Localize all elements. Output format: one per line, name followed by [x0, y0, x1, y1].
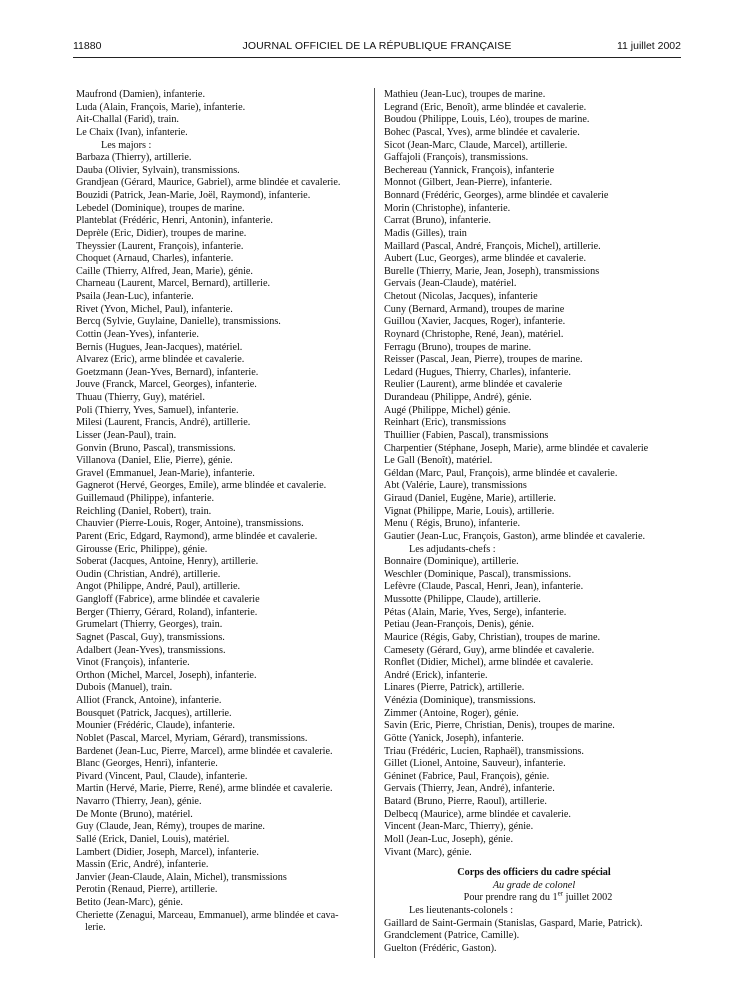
list-entry: Barbaza (Thierry), artillerie. — [76, 152, 192, 164]
list-entry: Le Gall (Benoît), matériel. — [384, 455, 493, 467]
list-entry: Sagnet (Pascal, Guy), transmissions. — [76, 631, 225, 643]
column-separator — [374, 88, 375, 958]
list-entry: Triau (Frédéric, Lucien, Raphaël), transmissions. — [384, 745, 584, 757]
list-entry: Vignat (Philippe, Marie, Louis), artillerie. — [384, 505, 555, 517]
list-entry: Petiau (Jean-François, Denis), génie. — [384, 619, 534, 631]
list-entry: Grumelart (Thierry, Georges), train. — [76, 619, 223, 631]
list-entry: Gonvin (Bruno, Pascal), transmissions. — [76, 442, 236, 454]
rank-date-line: Pour prendre rang du 1er juillet 2002 — [463, 889, 613, 904]
list-entry: Gillet (Lionel, Antoine, Sauveur), infanterie. — [384, 758, 566, 770]
list-entry: Weschler (Dominique, Pascal), transmissions. — [384, 568, 572, 580]
list-entry: Gagnerot (Hervé, Georges, Emile), arme blindée et cavalerie. — [76, 480, 327, 492]
list-entry: Soberat (Jacques, Antoine, Henry), artillerie. — [76, 556, 259, 568]
list-entry: Guelton (Frédéric, Gaston). — [384, 942, 497, 954]
list-entry: Gaillard de Saint-Germain (Stanislas, Gaspard, Marie, Patrick). — [384, 917, 643, 929]
list-entry: Betito (Jean-Marc), génie. — [76, 897, 183, 908]
list-entry: Camesety (Gérard, Guy), arme blindée et cavalerie. — [384, 644, 595, 656]
list-entry: Augé (Philippe, Michel) génie. — [384, 404, 511, 416]
list-entry: Psaila (Jean-Luc), infanterie. — [76, 291, 194, 302]
list-entry: Noblet (Pascal, Marcel, Myriam, Gérard), transmissions. — [76, 732, 308, 744]
list-entry: Bonnaire (Dominique), artillerie. — [384, 556, 519, 568]
list-entry: Durandeau (Philippe, André), génie. — [384, 392, 532, 403]
list-entry: Alliot (Franck, Antoine), infanterie. — [76, 695, 222, 706]
list-entry: Gangloff (Fabrice), arme blindée et cavalerie — [76, 594, 260, 605]
list-entry: Massin (Eric, André), infanterie. — [76, 859, 209, 871]
grade-heading: Au grade de colonel — [492, 879, 576, 891]
list-entry: Linares (Pierre, Patrick), artillerie. — [384, 682, 525, 694]
list-entry: Vinot (François), infanterie. — [76, 657, 190, 669]
left-column — [76, 89, 366, 935]
list-entry: Le Chaix (Ivan), infanterie. — [76, 126, 188, 138]
list-entry: Perotin (Renaud, Pierre), artillerie. — [76, 884, 218, 896]
section-heading: Les lieutenants-colonels : — [409, 905, 514, 916]
list-entry: Gervais (Thierry, Jean, André), infanterie. — [384, 783, 555, 795]
list-entry: Lambert (Didier, Joseph, Marcel), infanterie. — [76, 846, 259, 858]
list-entry: Reisser (Pascal, Jean, Pierre), troupes de marine. — [384, 354, 583, 366]
list-entry: Madis (Gilles), train — [384, 227, 467, 239]
list-entry: Götte (Yanick, Joseph), infanterie. — [384, 732, 524, 744]
list-entry: Reichling (Daniel, Robert), train. — [76, 505, 212, 517]
list-entry: Goetzmann (Jean-Yves, Bernard), infanterie. — [76, 366, 259, 378]
list-entry: Sallé (Erick, Daniel, Louis), matériel. — [76, 833, 230, 845]
list-entry: Boudou (Philippe, Louis, Léo), troupes de marine. — [384, 114, 590, 126]
list-entry: Pétas (Alain, Marie, Yves, Serge), infanterie. — [384, 606, 567, 618]
list-entry: Vénézia (Dominique), transmissions. — [384, 695, 536, 706]
list-entry: Cottin (Jean-Yves), infanterie. — [76, 328, 199, 340]
list-entry: Parent (Eric, Edgard, Raymond), arme blindée et cavalerie. — [76, 530, 318, 542]
list-entry: Oudin (Christian, André), artillerie. — [76, 568, 221, 580]
list-entry: Reinhart (Eric), transmissions — [384, 417, 506, 429]
list-entry: André (Erick), infanterie. — [384, 669, 488, 681]
list-entry: Aubert (Luc, Georges), arme blindée et cavalerie. — [384, 253, 587, 265]
list-entry: Savin (Eric, Pierre, Christian, Denis), troupes de marine. — [384, 720, 615, 732]
list-entry: Planteblat (Frédéric, Henri, Antonin), infanterie. — [76, 215, 273, 227]
list-entry: Janvier (Jean-Claude, Alain, Michel), transmissions — [76, 871, 287, 883]
list-entry-continuation: lerie. — [85, 922, 106, 934]
section-heading: Les majors : — [101, 139, 152, 151]
list-entry: Gaffajoli (François), transmissions. — [384, 152, 529, 164]
list-entry: Sicot (Jean-Marc, Claude, Marcel), artillerie. — [384, 139, 568, 151]
list-entry: Bonnard (Frédéric, Georges), arme blindée et cavalerie — [384, 190, 609, 201]
list-entry: Lebedel (Dominique), troupes de marine. — [76, 202, 245, 214]
list-entry: Chetout (Nicolas, Jacques), infanterie — [384, 291, 538, 302]
list-entry: Thuau (Thierry, Guy), matériel. — [76, 392, 205, 403]
list-entry: Guy (Claude, Jean, Rémy), troupes de marine. — [76, 821, 265, 833]
list-entry: Bernis (Hugues, Jean-Jacques), matériel. — [76, 341, 243, 353]
list-entry: Cheriette (Zenagui, Marceau, Emmanuel), arme blindée et cava- — [76, 909, 339, 921]
list-entry: Ferragu (Bruno), troupes de marine. — [384, 341, 532, 353]
list-entry: Ledard (Hugues, Thierry, Charles), infanterie. — [384, 366, 571, 378]
list-entry: Gravel (Emmanuel, Jean-Marie), infanterie. — [76, 467, 255, 479]
list-entry: Guillou (Xavier, Jacques, Roger), infanterie. — [384, 316, 566, 328]
list-entry: Caille (Thierry, Alfred, Jean, Marie), génie. — [76, 265, 253, 277]
list-entry: Mussotte (Philippe, Claude), artillerie. — [384, 594, 541, 605]
list-entry: Charneau (Laurent, Marcel, Bernard), artillerie. — [76, 278, 271, 290]
list-entry: Giraud (Daniel, Eugène, Marie), artillerie. — [384, 493, 556, 504]
list-entry: Jouve (Franck, Marcel, Georges), infanterie. — [76, 379, 257, 391]
list-entry: Choquet (Arnaud, Charles), infanterie. — [76, 253, 234, 265]
list-entry: Milesi (Laurent, Francis, André), artillerie. — [76, 417, 251, 429]
list-entry: Vincent (Jean-Marc, Thierry), génie. — [384, 821, 534, 833]
list-entry: Géldan (Marc, Paul, François), arme blindée et cavalerie. — [384, 467, 618, 479]
list-entry: Abt (Valérie, Laure), transmissions — [384, 480, 527, 492]
list-entry: Adalbert (Jean-Yves), transmissions. — [76, 644, 226, 656]
list-entry: Zimmer (Antoine, Roger), génie. — [384, 707, 519, 719]
list-entry: Bousquet (Patrick, Jacques), artillerie. — [76, 707, 232, 719]
list-entry: De Monte (Bruno), matériel. — [76, 808, 193, 820]
corps-heading: Corps des officiers du cadre spécial — [457, 867, 611, 879]
list-entry: Dubois (Manuel), train. — [76, 682, 173, 694]
list-entry: Grandclement (Patrice, Camille). — [384, 930, 520, 942]
right-column — [384, 89, 684, 956]
list-entry: Guillemaud (Philippe), infanterie. — [76, 493, 215, 504]
list-entry: Bechereau (Yannick, François), infanterie — [384, 164, 555, 176]
list-entry: Angot (Philippe, André, Paul), artillerie. — [76, 581, 241, 593]
section-spacer — [384, 859, 684, 867]
page-number: 11880 — [73, 40, 102, 52]
list-entry: Bercq (Sylvie, Guylaine, Danielle), transmissions. — [76, 316, 281, 328]
list-entry: Deprèle (Eric, Didier), troupes de marine. — [76, 227, 247, 239]
section-heading: Les adjudants-chefs : — [409, 543, 496, 555]
list-entry: Delbecq (Maurice), arme blindée et cavalerie. — [384, 808, 571, 820]
list-entry: Carrat (Bruno), infanterie. — [384, 215, 491, 227]
list-entry: Ait-Challal (Farid), train. — [76, 114, 179, 126]
list-entry: Lisser (Jean-Paul), train. — [76, 429, 177, 441]
list-entry: Chauvier (Pierre-Louis, Roger, Antoine), transmissions. — [76, 518, 304, 530]
list-entry: Monnot (Gilbert, Jean-Pierre), infanterie. — [384, 177, 553, 189]
page-header — [73, 40, 681, 56]
list-entry: Luda (Alain, François, Marie), infanterie. — [76, 101, 246, 113]
list-entry: Ronflet (Didier, Michel), arme blindée et cavalerie. — [384, 657, 594, 669]
list-entry: Alvarez (Eric), arme blindée et cavalerie. — [76, 354, 245, 366]
list-entry: Villanova (Daniel, Elie, Pierre), génie. — [76, 455, 233, 467]
list-entry: Moll (Jean-Luc, Joseph), génie. — [384, 833, 514, 845]
list-entry: Blanc (Georges, Henri), infanterie. — [76, 758, 218, 770]
list-entry: Rivet (Yvon, Michel, Paul), infanterie. — [76, 303, 233, 315]
list-entry: Gervais (Jean-Claude), matériel. — [384, 278, 517, 290]
list-entry: Girousse (Eric, Philippe), génie. — [76, 543, 208, 555]
issue-date: 11 juillet 2002 — [616, 40, 681, 52]
list-entry: Bardenet (Jean-Luc, Pierre, Marcel), arme blindée et cavalerie. — [76, 745, 333, 757]
list-entry: Morin (Christophe), infanterie. — [384, 202, 511, 214]
list-entry: Burelle (Thierry, Marie, Jean, Joseph), transmissions — [384, 265, 600, 277]
list-entry: Pivard (Vincent, Paul, Claude), infanterie. — [76, 770, 248, 782]
list-entry: Reulier (Laurent), arme blindée et cavalerie — [384, 379, 563, 391]
list-entry: Cuny (Bernard, Armand), troupes de marine — [384, 303, 565, 315]
list-entry: Géninet (Fabrice, Paul, François), génie. — [384, 770, 550, 782]
list-entry: Dauba (Olivier, Sylvain), transmissions. — [76, 164, 240, 176]
list-entry: Maurice (Régis, Gaby, Christian), troupes de marine. — [384, 631, 601, 643]
list-entry: Grandjean (Gérard, Maurice, Gabriel), arme blindée et cavalerie. — [76, 177, 341, 189]
journal-title: JOURNAL OFFICIEL DE LA RÉPUBLIQUE FRANÇAISE — [242, 40, 512, 52]
list-entry: Vivant (Marc), génie. — [384, 846, 472, 858]
list-entry: Gautier (Jean-Luc, François, Gaston), arme blindée et cavalerie. — [384, 530, 646, 542]
list-entry: Berger (Thierry, Gérard, Roland), infanterie. — [76, 606, 258, 618]
list-entry: Maillard (Pascal, André, François, Michel), artillerie. — [384, 240, 601, 252]
list-entry: Martin (Hervé, Marie, Pierre, René), arme blindée et cavalerie. — [76, 783, 333, 795]
list-entry: Batard (Bruno, Pierre, Raoul), artillerie. — [384, 796, 547, 807]
list-entry: Mathieu (Jean-Luc), troupes de marine. — [384, 89, 546, 100]
list-entry: Legrand (Eric, Benoît), arme blindée et cavalerie. — [384, 101, 587, 113]
list-entry: Mounier (Frédéric, Claude), infanterie. — [76, 720, 235, 732]
list-entry: Lefèvre (Claude, Pascal, Henri, Jean), infanterie. — [384, 581, 584, 593]
list-entry: Charpentier (Stéphane, Joseph, Marie), arme blindée et cavalerie — [384, 442, 649, 454]
list-entry: Menu ( Régis, Bruno), infanterie. — [384, 518, 521, 530]
list-entry: Orthon (Michel, Marcel, Joseph), infanterie. — [76, 669, 257, 681]
header-rule — [73, 57, 681, 58]
list-entry: Roynard (Christophe, René, Jean), matériel. — [384, 328, 564, 340]
list-entry: Maufrond (Damien), infanterie. — [76, 89, 205, 100]
list-entry: Bohec (Pascal, Yves), arme blindée et cavalerie. — [384, 126, 580, 138]
list-entry: Bouzidi (Patrick, Jean-Marie, Joël, Raymond), infanterie. — [76, 190, 311, 201]
list-entry: Theyssier (Laurent, François), infanterie. — [76, 240, 244, 252]
list-entry: Poli (Thierry, Yves, Samuel), infanterie. — [76, 404, 239, 416]
list-entry: Navarro (Thierry, Jean), génie. — [76, 796, 202, 807]
list-entry: Thuillier (Fabien, Pascal), transmissions — [384, 429, 549, 441]
